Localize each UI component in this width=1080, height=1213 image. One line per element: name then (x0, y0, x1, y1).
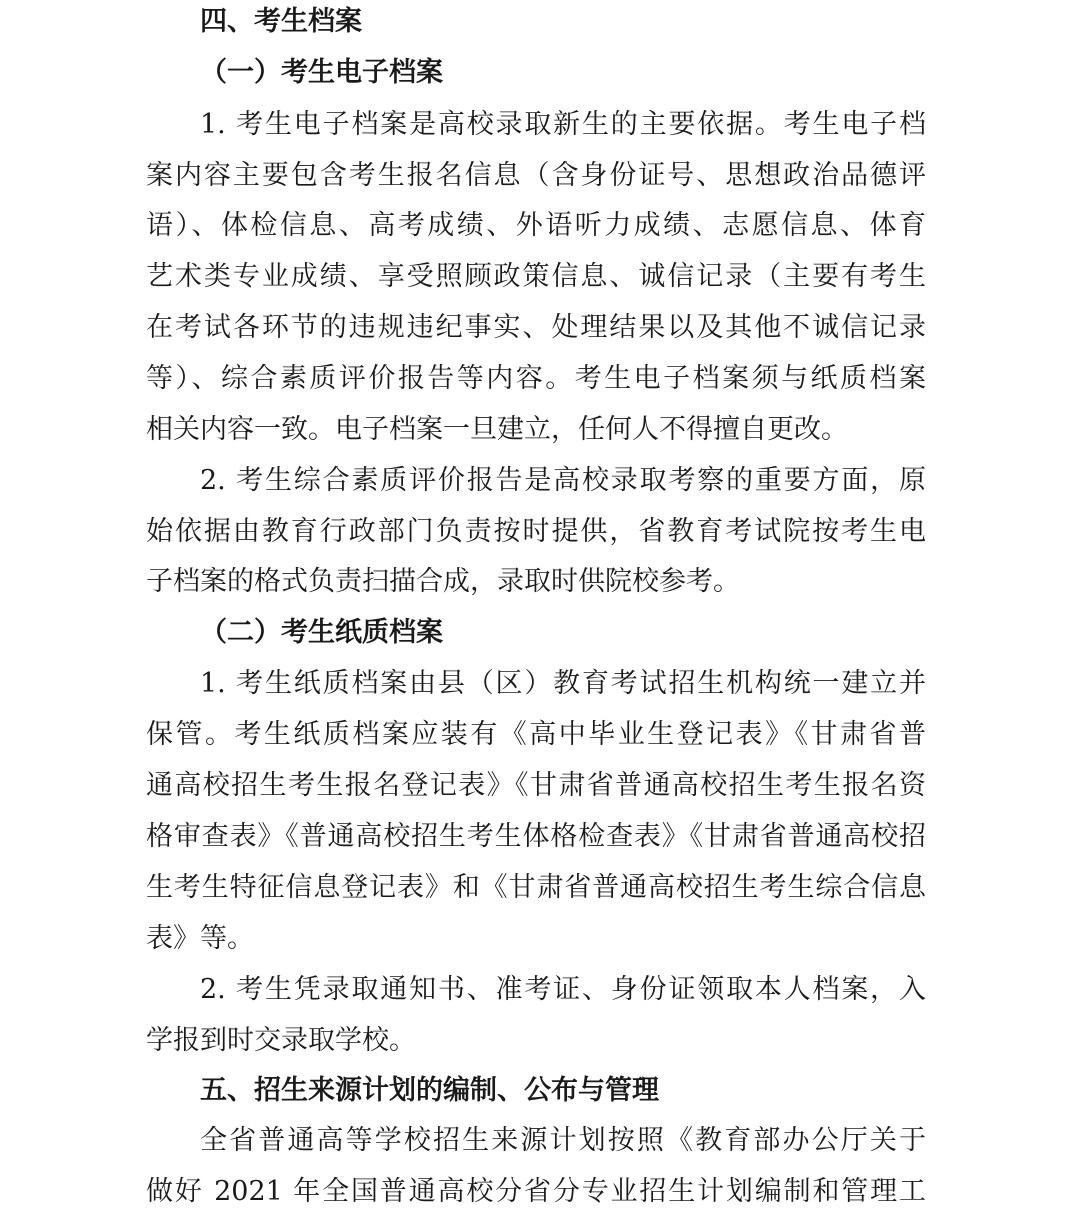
paragraph-line: 2. 考生凭录取通知书、准考证、身份证领取本人档案，入 (200, 974, 926, 1005)
paragraph-line: 生考生特征信息登记表》和《甘肃省普通高校招生考生综合信息 (146, 872, 926, 903)
paragraph-line: 始依据由教育行政部门负责按时提供，省教育考试院按考生电 (146, 516, 926, 547)
paragraph-line: 1. 考生电子档案是高校录取新生的主要依据。考生电子档 (200, 109, 926, 140)
subsection-1-heading: （一）考生电子档案 (200, 57, 443, 88)
section-4-heading: 四、考生档案 (200, 6, 362, 37)
paragraph-line: 通高校招生考生报名登记表》《甘肃省普通高校招生考生报名资 (146, 770, 926, 801)
paragraph-line: 全省普通高等学校招生来源计划按照《教育部办公厅关于 (200, 1125, 926, 1156)
paragraph-line: 做好 2021 年全国普通高校分省分专业招生计划编制和管理工 (146, 1176, 926, 1207)
paragraph-line: 案内容主要包含考生报名信息（含身份证号、思想政治品德评 (146, 160, 926, 191)
paragraph-line: 格审查表》《普通高校招生考生体格检查表》《甘肃省普通高校招 (146, 821, 926, 852)
paragraph-line: 1. 考生纸质档案由县（区）教育考试招生机构统一建立并 (200, 668, 926, 699)
paragraph-line: 相关内容一致。电子档案一旦建立，任何人不得擅自更改。 (146, 414, 848, 445)
paragraph-line: 学报到时交录取学校。 (146, 1025, 416, 1056)
paragraph-line: 等）、综合素质评价报告等内容。考生电子档案须与纸质档案 (146, 363, 926, 394)
paragraph-line: 保管。考生纸质档案应装有《高中毕业生登记表》《甘肃省普 (146, 719, 926, 750)
paragraph-line: 子档案的格式负责扫描合成，录取时供院校参考。 (146, 566, 740, 597)
paragraph-line: 语）、体检信息、高考成绩、外语听力成绩、志愿信息、体育 (146, 210, 926, 241)
subsection-2-heading: （二）考生纸质档案 (200, 617, 443, 648)
paragraph-line: 表》等。 (146, 923, 254, 954)
paragraph-line: 在考试各环节的违规违纪事实、处理结果以及其他不诚信记录 (146, 312, 926, 343)
paragraph-line: 艺术类专业成绩、享受照顾政策信息、诚信记录（主要有考生 (146, 261, 926, 292)
section-5-heading: 五、招生来源计划的编制、公布与管理 (200, 1075, 659, 1106)
paragraph-line: 2. 考生综合素质评价报告是高校录取考察的重要方面，原 (200, 465, 926, 496)
